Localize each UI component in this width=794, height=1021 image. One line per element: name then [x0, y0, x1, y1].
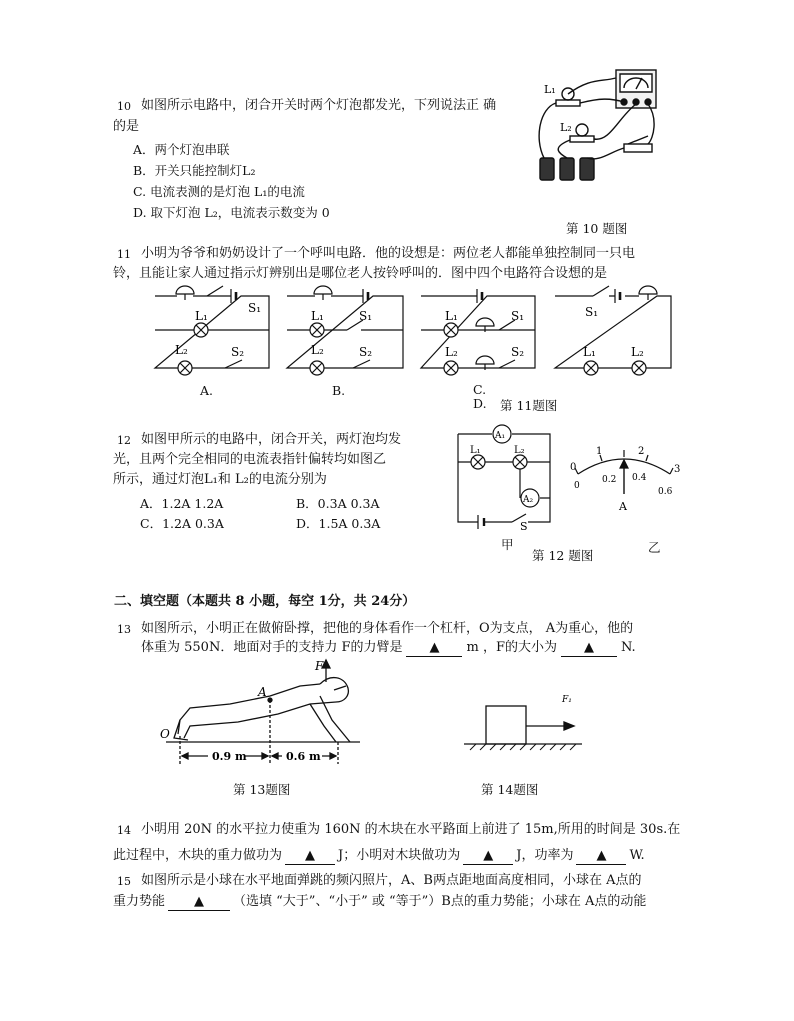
q13-line2-part3: N.: [620, 640, 636, 655]
q11-d-s1: S₁: [585, 305, 599, 319]
q14-figure-caption: 第 14题图: [481, 782, 539, 797]
q12-fig-s: S: [520, 520, 528, 532]
q11-d-l2: L₂: [631, 345, 644, 359]
q12-figure-caption: 第 12 题图: [532, 548, 594, 563]
q14-blank-1: ▲: [285, 848, 335, 865]
q11-c-l1: L₁: [445, 309, 458, 323]
q10-option-b: B．开关只能控制灯L₂: [133, 163, 256, 178]
q14-number: 14: [117, 824, 131, 837]
q10-stem-line2: 的是: [113, 119, 140, 134]
q15-blank-1: ▲: [168, 894, 230, 911]
q14-line2-part4: W.: [629, 848, 645, 863]
q12-dial-lower-2: 0.4: [632, 473, 647, 483]
q13-blank-1: ▲: [406, 640, 462, 657]
q11-b-l1: L₁: [311, 309, 324, 323]
q11-b-s2: S₂: [359, 345, 373, 359]
q11-c-s1: S₁: [511, 309, 525, 323]
q11-b-s1: S₁: [359, 309, 373, 323]
q12-option-a: A．1.2A 1.2A: [140, 496, 224, 511]
q13-line2-part1: 体重为 550N．地面对手的支持力 F的力臂是: [141, 640, 403, 655]
q12-fig-a2: A₂: [523, 495, 534, 505]
q14-line2-part2: J；小明对木块做功为: [338, 848, 461, 863]
q11-a-l1: L₁: [195, 309, 208, 323]
q15-number: 15: [117, 875, 131, 888]
q14-line2-part1: 此过程中，木块的重力做功为: [113, 848, 283, 863]
q12-circuit-jia: [450, 422, 560, 532]
q12-stem-line1: 如图甲所示的电路中，闭合开关，两灯泡均发: [141, 432, 402, 447]
q13-stem-line1: 如图所示，小明正在做俯卧撑，把他的身体看作一个杠杆，O为支点， A为重心，他的: [141, 621, 634, 636]
q14-stem-line2: [113, 846, 645, 866]
q12-fig-a1: A₁: [495, 431, 506, 441]
q10-stem-line1: 如图所示电路中，闭合开关时两个灯泡都发光，下列说法正 确: [141, 98, 497, 113]
q12-dial-upper-3: 3: [674, 464, 681, 475]
q11-circuit-b-label: B.: [332, 383, 346, 398]
q10-fig-label-l2: L₂: [560, 121, 572, 134]
q15-stem-line2: [113, 892, 646, 912]
q14-line2-part3: J，功率为: [516, 848, 574, 863]
q11-c-s2: S₂: [511, 345, 525, 359]
q13-fig-o: O: [160, 727, 170, 741]
q13-blank-2: ▲: [561, 640, 617, 657]
q12-figure-yi-label: 乙: [648, 540, 661, 555]
q15-line2-part1: 重力势能: [113, 894, 166, 909]
q12-number: 12: [117, 434, 131, 447]
q12-dial-lower-3: 0.6: [658, 487, 673, 497]
q10-fig-label-l1: L₁: [544, 83, 556, 96]
q15-stem-line1: 如图所示是小球在水平地面弹跳的频闪照片，A、B两点距地面高度相同，小球在 A点的: [141, 873, 642, 888]
q11-c-l2: L₂: [445, 345, 458, 359]
q14-blank-2: ▲: [463, 848, 513, 865]
q14-fig-force: F₁: [562, 695, 572, 705]
q13-fig-a: A: [258, 685, 267, 699]
q13-fig-dist-2: 0.6 m: [286, 750, 321, 763]
q11-a-s1: S₁: [248, 301, 262, 315]
q11-number: 11: [117, 248, 131, 261]
q12-dial-upper-1: 1: [596, 446, 603, 457]
q12-fig-l1: L₁: [470, 445, 481, 456]
q12-stem-line2: 光，且两个完全相同的电流表指针偏转均如图乙: [113, 452, 387, 467]
q10-number: 10: [117, 100, 131, 113]
q11-circuit-d-label: D.: [473, 396, 487, 411]
q11-circuit-c-label: C.: [473, 382, 487, 397]
q14-blank-3: ▲: [576, 848, 626, 865]
q11-circuit-a-label: A.: [200, 383, 214, 398]
q12-fig-l2: L₂: [514, 445, 525, 456]
q13-fig-f: F: [315, 659, 324, 673]
q10-option-d: D. 取下灯泡 L₂，电流表示数变为 0: [133, 205, 330, 220]
q14-stem-line1: 小明用 20N 的水平拉力使重为 160N 的木块在水平路面上前进了 15m,所用的时间是 30s.在: [141, 822, 681, 837]
section-2-heading: 二、填空题（本题共 8 小题，每空 1分，共 24分）: [114, 594, 416, 609]
q10-option-a: A．两个灯泡串联: [133, 142, 230, 157]
q10-option-c: C. 电流表测的是灯泡 L₁的电流: [133, 184, 305, 199]
q12-dial-unit: A: [619, 500, 627, 513]
q12-option-d: D．1.5A 0.3A: [296, 516, 381, 531]
q11-a-l2: L₂: [175, 343, 188, 357]
q11-stem-line2: 铃，且能让家人通过指示灯辨别出是哪位老人按铃呼叫的．图中四个电路符合设想的是: [113, 266, 608, 281]
q12-option-b: B．0.3A 0.3A: [296, 496, 380, 511]
q12-dial-lower-0: 0: [574, 481, 580, 491]
q14-block-figure: [458, 688, 588, 752]
q11-a-s2: S₂: [231, 345, 245, 359]
q12-dial-lower-1: 0.2: [602, 475, 617, 485]
q11-circuits-figure: [145, 282, 685, 378]
q12-option-c: C．1.2A 0.3A: [140, 516, 224, 531]
q10-figure-caption: 第 10 题图: [566, 221, 628, 236]
q12-dial-upper-0: 0: [570, 462, 577, 473]
q12-ammeter-dial: [562, 444, 686, 514]
q12-stem-line3: 所示，通过灯泡L₁和 L₂的电流分别为: [113, 472, 327, 487]
q13-pushup-figure: [160, 656, 380, 770]
q13-number: 13: [117, 623, 131, 636]
q11-b-l2: L₂: [311, 343, 324, 357]
q11-stem-line1: 小明为爷爷和奶奶设计了一个呼叫电路．他的设想是：两位老人都能单独控制同一只电: [141, 246, 636, 261]
q13-fig-dist-1: 0.9 m: [212, 750, 247, 763]
q15-line2-part2: （选填 “大于”、“小于” 或 “等于”）B点的重力势能；小球在 A点的动能: [233, 894, 647, 909]
q13-figure-caption: 第 13题图: [233, 782, 291, 797]
q13-stem-line2: [141, 638, 636, 658]
q12-dial-upper-2: 2: [638, 446, 645, 457]
q11-d-l1: L₁: [583, 345, 596, 359]
q11-figure-caption: 第 11题图: [500, 398, 558, 413]
q10-circuit-figure: [530, 58, 660, 188]
q12-figure-jia-label: 甲: [501, 537, 514, 552]
q13-line2-part2: m ，F的大小为: [466, 640, 557, 655]
